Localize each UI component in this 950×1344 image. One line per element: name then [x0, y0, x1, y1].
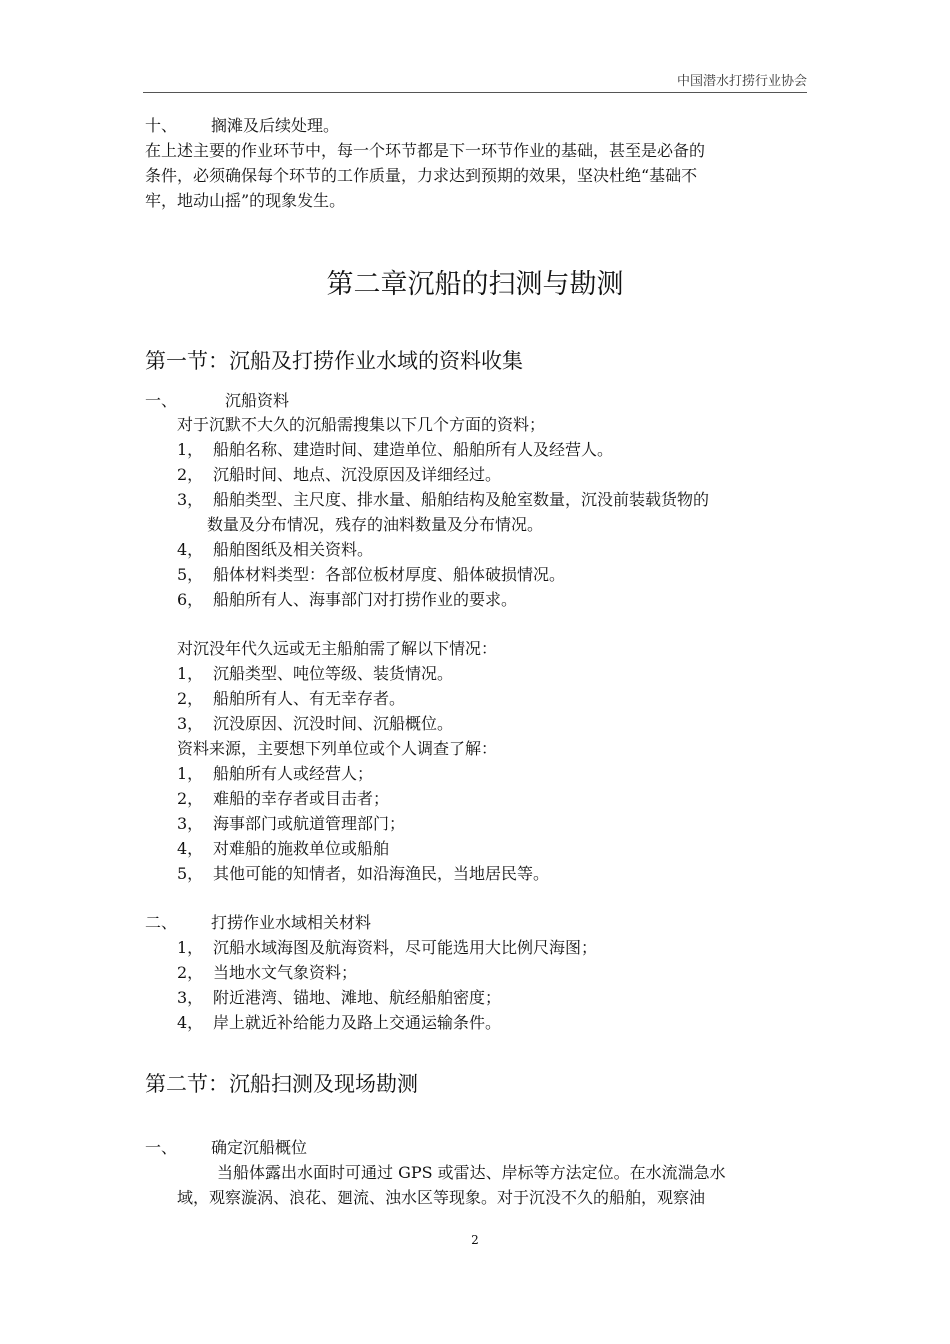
- item-text: 船舶名称、建造时间、建造单位、船舶所有人及经营人。: [213, 440, 614, 459]
- list-item: [177, 489, 709, 511]
- paragraph-line: 牢，地动山摇”的现象发生。: [145, 191, 346, 210]
- subsection-heading: [145, 390, 289, 412]
- chapter-title: 第二章沉船的扫测与勘测: [326, 269, 624, 300]
- subsection-title: 沉船资料: [225, 391, 290, 410]
- item-number: 3，: [177, 490, 204, 509]
- item-text: 船舶所有人、海事部门对打捞作业的要求。: [213, 590, 518, 609]
- paragraph-line: 当船体露出水面时可通过 GPS 或雷达、岸标等方法定位。在水流湍急水: [217, 1163, 726, 1182]
- item-text: 船舶图纸及相关资料。: [213, 540, 374, 559]
- list-item: [177, 688, 405, 710]
- subsection-heading: [145, 912, 371, 934]
- lead-line: 资料来源，主要想下列单位或个人调查了解：: [177, 739, 498, 758]
- list-item: [177, 962, 357, 984]
- item-number: 2，: [177, 465, 204, 484]
- item-number: 6，: [177, 590, 204, 609]
- paragraph-line: 条件，必须确保每个环节的工作质量，力求达到预期的效果，坚决杜绝“基础不: [145, 166, 698, 185]
- subsection-heading: [145, 1137, 307, 1159]
- list-item: [177, 439, 613, 461]
- list-item: [177, 713, 453, 735]
- item-text: 海事部门或航道管理部门；: [213, 814, 406, 833]
- item-text: 船舶所有人、有无幸存者。: [213, 689, 406, 708]
- item-number: 十、: [145, 116, 178, 135]
- list-item: [177, 464, 501, 486]
- list-item: [177, 813, 405, 835]
- item-number: 4，: [177, 540, 204, 559]
- list-item: [177, 987, 501, 1009]
- subsection-title: 确定沉船概位: [211, 1138, 308, 1157]
- item-text: 其他可能的知情者，如沿海渔民，当地居民等。: [213, 864, 550, 883]
- subsection-number: 一、: [145, 1138, 178, 1157]
- section-title: 第一节：沉船及打捞作业水域的资料收集: [145, 349, 523, 373]
- item-text: 沉没原因、沉没时间、沉船概位。: [213, 714, 454, 733]
- item-text: 难船的幸存者或目击者；: [213, 789, 390, 808]
- list-item: [177, 763, 373, 785]
- item-text: 搁滩及后续处理。: [211, 116, 340, 135]
- item-text: 沉船时间、地点、沉没原因及详细经过。: [213, 465, 502, 484]
- item-number: 2，: [177, 689, 204, 708]
- item-number: 1，: [177, 440, 204, 459]
- subsection-number: 二、: [145, 913, 178, 932]
- item-number: 4，: [177, 1013, 204, 1032]
- header-org: 中国潜水打捞行业协会: [676, 74, 807, 89]
- item-text: 船体材料类型：各部位板材厚度、船体破损情况。: [213, 565, 566, 584]
- item-number: 1，: [177, 664, 204, 683]
- item-text: 船舶所有人或经营人；: [213, 764, 374, 783]
- list-item: [177, 564, 565, 586]
- lead-line: 对沉没年代久远或无主船舶需了解以下情况：: [177, 639, 498, 658]
- list-item: [177, 838, 389, 860]
- list-item: [177, 937, 597, 959]
- item-number: 5，: [177, 864, 204, 883]
- item-text: 岸上就近补给能力及路上交通运输条件。: [213, 1013, 502, 1032]
- list-item-continuation: [177, 514, 543, 536]
- subsection-number: 一、: [145, 391, 178, 410]
- lead-line: 对于沉默不大久的沉船需搜集以下几个方面的资料；: [177, 415, 546, 434]
- item-number: 3，: [177, 988, 204, 1007]
- page-number: 2: [471, 1233, 479, 1247]
- list-item: [177, 788, 389, 810]
- item-text: 附近港湾、锚地、滩地、航经船舶密度；: [213, 988, 502, 1007]
- list-item: [177, 539, 373, 561]
- running-header: [143, 68, 807, 93]
- item-text: 对难船的施救单位或船舶: [213, 839, 390, 858]
- list-item: [177, 663, 453, 685]
- item-text: 沉船类型、吨位等级、装货情况。: [213, 664, 454, 683]
- item-number: 2，: [177, 789, 204, 808]
- paragraph-line: 在上述主要的作业环节中，每一个环节都是下一环节作业的基础，甚至是必备的: [145, 141, 706, 160]
- item-text: 船舶类型、主尺度、排水量、船舶结构及舱室数量，沉没前装载货物的: [213, 490, 710, 509]
- item-number: 4，: [177, 839, 204, 858]
- item-number: 3，: [177, 714, 204, 733]
- item-number: 1，: [177, 764, 204, 783]
- subsection-title: 打捞作业水域相关材料: [211, 913, 372, 932]
- list-item: [145, 115, 339, 137]
- paragraph-line: 域，观察漩涡、浪花、廻流、浊水区等现象。对于沉没不久的船舶，观察油: [177, 1188, 706, 1207]
- item-text: 数量及分布情况，残存的油料数量及分布情况。: [207, 515, 544, 534]
- list-item: [177, 863, 549, 885]
- item-text: 当地水文气象资料；: [213, 963, 358, 982]
- item-number: 2，: [177, 963, 204, 982]
- item-number: 3，: [177, 814, 204, 833]
- list-item: [177, 589, 517, 611]
- item-number: 5，: [177, 565, 204, 584]
- list-item: [177, 1012, 501, 1034]
- section-title: 第二节：沉船扫测及现场勘测: [145, 1072, 418, 1096]
- item-number: 1，: [177, 938, 204, 957]
- item-text: 沉船水域海图及航海资料，尽可能选用大比例尺海图；: [213, 938, 598, 957]
